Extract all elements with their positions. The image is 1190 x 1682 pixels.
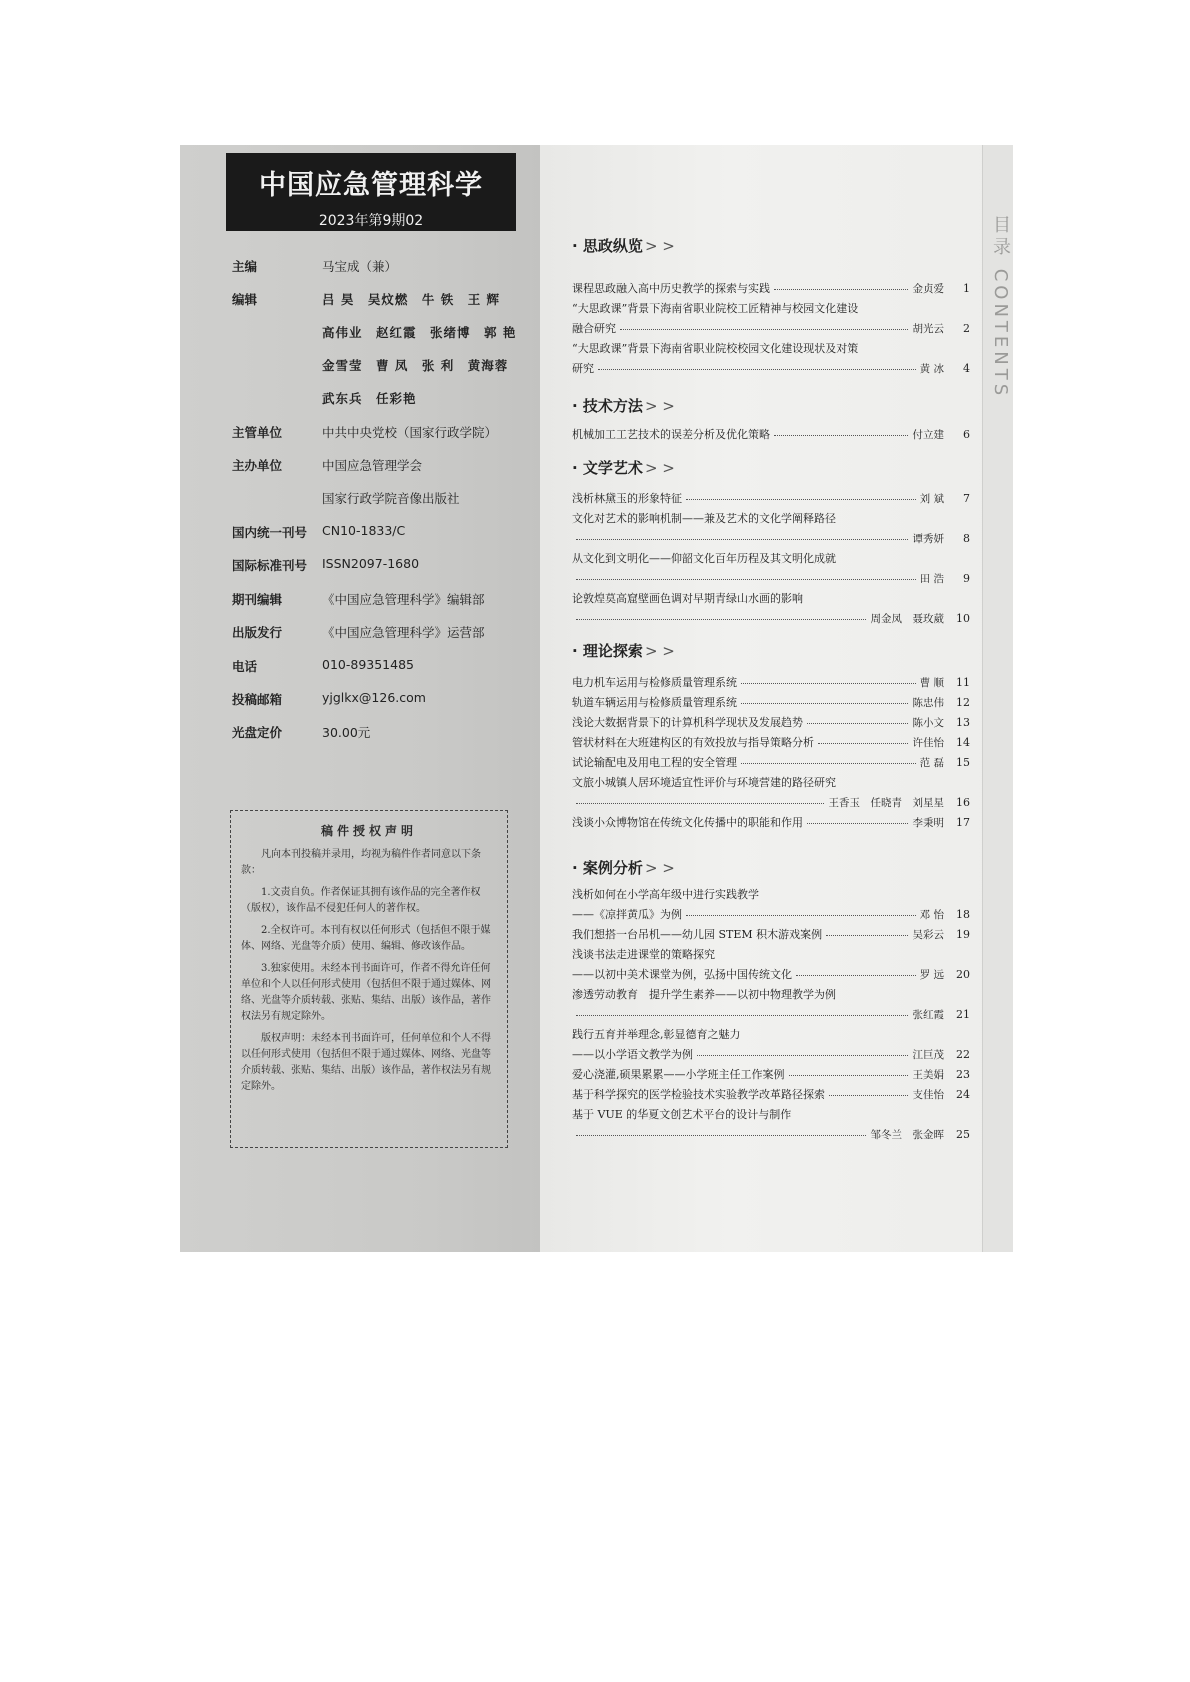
toc-entry[interactable] <box>572 755 970 771</box>
toc-leader-dots <box>576 1015 908 1016</box>
toc-entry-page: 24 <box>956 1088 970 1101</box>
toc-leader-dots <box>741 703 908 704</box>
phone-number: 010-89351485 <box>322 657 414 672</box>
chief-editor: 马宝成（兼） <box>322 259 398 274</box>
toc-entry-title: 我们想搭一台吊机——幼儿园 STEM 积木游戏案例 <box>572 928 823 941</box>
supervisor: 中共中央党校（国家行政学院） <box>322 425 498 440</box>
toc-entry[interactable] <box>572 795 970 811</box>
toc-entry-author: 刘 斌 <box>919 493 944 505</box>
toc-entry[interactable] <box>572 907 970 923</box>
toc-leader-dots <box>774 435 908 436</box>
toc-leader-dots <box>741 683 916 684</box>
toc-entry-title: ——《凉拌黄瓜》为例 <box>572 908 682 921</box>
toc-entry-author: 范 磊 <box>919 757 944 769</box>
phone-label: 电话 <box>232 659 258 674</box>
sponsor-label: 主办单位 <box>232 458 283 473</box>
notice-paragraph: 3.独家使用。未经本刊书面许可，作者不得允许任何单位和个人以任何形式使用（包括但不限于通过媒体、网络、光盘等介质转载、张贴、集结、出版）该作品，著作权法另有规定除外。 <box>241 963 491 1022</box>
toc-leader-dots <box>807 823 908 824</box>
section-bullet: · <box>572 459 583 477</box>
editor-names-line: 高伟业 赵红霞 张绪博 郭 艳 <box>322 325 517 340</box>
toc-entry-page: 20 <box>956 968 970 981</box>
section-header <box>572 235 675 256</box>
toc-entry-page: 18 <box>956 908 970 921</box>
toc-entry-page: 21 <box>956 1008 970 1021</box>
sponsor-1: 中国应急管理学会 <box>322 458 423 473</box>
toc-entry-author: 许佳怡 <box>912 737 944 749</box>
toc-entry-page: 22 <box>956 1048 970 1061</box>
toc-entry-page: 14 <box>956 736 970 749</box>
cn-label: 国内统一刊号 <box>232 525 308 540</box>
toc-entry-title: 试论输配电及用电工程的安全管理 <box>572 756 737 769</box>
toc-leader-dots <box>796 975 916 976</box>
notice-paragraph: 凡向本刊投稿并录用，均视为稿件作者同意以下条款： <box>241 849 481 876</box>
toc-entry-page: 4 <box>963 362 970 375</box>
toc-entry-title: 渗透劳动教育 提升学生素养——以初中物理教学为例 <box>572 988 836 1001</box>
issn-label: 国际标准刊号 <box>232 558 308 573</box>
sponsor-2: 国家行政学院音像出版社 <box>322 491 460 506</box>
toc-entry[interactable] <box>572 815 970 831</box>
toc-leader-dots <box>774 289 908 290</box>
editor-names-line: 武东兵 任彩艳 <box>322 391 417 406</box>
toc-entry-page: 16 <box>956 796 970 809</box>
toc-leader-dots <box>686 499 916 500</box>
toc-entry-page: 6 <box>963 428 970 441</box>
toc-entry[interactable] <box>572 675 970 691</box>
price: 30.00元 <box>322 725 371 740</box>
scanned-page <box>180 145 1013 1252</box>
toc-entry-page: 17 <box>956 816 970 829</box>
toc-entry-page: 9 <box>963 572 970 585</box>
section-arrows: > > <box>644 237 675 255</box>
toc-entry-title: 电力机车运用与检修质量管理系统 <box>572 676 737 689</box>
section-bullet: · <box>572 642 583 660</box>
section-header <box>572 640 675 661</box>
toc-entry-author: 陈忠伟 <box>912 697 944 709</box>
toc-entry[interactable] <box>572 735 970 751</box>
toc-entry[interactable] <box>572 1067 970 1083</box>
toc-entry[interactable] <box>572 1127 970 1143</box>
toc-entry-page: 8 <box>963 532 970 545</box>
toc-entry-title: 浅析如何在小学高年级中进行实践教学 <box>572 888 759 901</box>
toc-entry-author: 付立建 <box>912 429 944 441</box>
toc-leader-dots <box>818 743 908 744</box>
toc-leader-dots <box>576 803 824 804</box>
toc-entry-title: 机械加工工艺技术的误差分析及优化策略 <box>572 428 770 441</box>
toc-leader-dots <box>741 763 916 764</box>
contents-sidebar <box>982 145 1013 1252</box>
chief-editor-label: 主编 <box>232 259 258 274</box>
toc-entry-title: 践行五育并举理念,彰显德育之魅力 <box>572 1028 741 1041</box>
toc-entry-page: 15 <box>956 756 970 769</box>
section-name: 案例分析 <box>582 859 643 877</box>
toc-entry-title: 论敦煌莫高窟壁画色调对早期青绿山水画的影响 <box>572 592 803 605</box>
toc-entry[interactable] <box>572 775 970 791</box>
toc-entry[interactable] <box>572 427 970 443</box>
toc-entry-title: 文旅小城镇人居环境适宜性评价与环境营建的路径研究 <box>572 776 836 789</box>
toc-leader-dots <box>576 579 916 580</box>
notice-paragraph: 2.全权许可。本刊有权以任何形式（包括但不限于媒体、网络、光盘等介质）使用、编辑、修改该作品。 <box>241 925 491 952</box>
section-arrows: > > <box>644 459 675 477</box>
toc-leader-dots <box>620 329 908 330</box>
toc-leader-dots <box>697 1055 908 1056</box>
toc-entry-author: 王美娟 <box>912 1069 944 1081</box>
toc-entry-author: 曹 顺 <box>919 677 944 689</box>
toc-entry-author: 邹冬兰 张金晖 <box>870 1129 944 1141</box>
toc-entry-title: 浅谈书法走进课堂的策略探究 <box>572 948 715 961</box>
toc-entry-author: 吴彩云 <box>912 929 944 941</box>
toc-leader-dots <box>789 1075 908 1076</box>
toc-leader-dots <box>686 915 916 916</box>
toc-entry-title: 浅论大数据背景下的计算机科学现状及发展趋势 <box>572 716 803 729</box>
toc-entry-title: 课程思政融入高中历史教学的探索与实践 <box>572 282 770 295</box>
toc-leader-dots <box>829 1095 908 1096</box>
toc-entry[interactable] <box>572 1087 970 1103</box>
toc-entry[interactable] <box>572 695 970 711</box>
toc-entry[interactable] <box>572 987 970 1003</box>
toc-entry-author: 金贞爱 <box>912 283 944 295</box>
toc-leader-dots <box>826 935 908 936</box>
masthead <box>226 153 516 231</box>
publishing-label: 出版发行 <box>232 625 283 640</box>
toc-entry[interactable] <box>572 301 970 317</box>
toc-leader-dots <box>576 539 908 540</box>
toc-entry[interactable] <box>572 511 970 527</box>
toc-entry-author: 周金凤 聂玫葳 <box>870 613 944 625</box>
email-label: 投稿邮箱 <box>232 692 283 707</box>
section-header <box>572 457 675 478</box>
toc-entry[interactable] <box>572 1027 970 1043</box>
editing-label: 期刊编辑 <box>232 592 283 607</box>
supervisor-label: 主管单位 <box>232 425 283 440</box>
cn-number: CN10-1833/C <box>322 523 406 538</box>
toc-entry-author: 田 浩 <box>919 573 944 585</box>
issn-number: ISSN2097-1680 <box>322 556 420 571</box>
toc-entry-author: 黄 冰 <box>919 363 944 375</box>
section-name: 文学艺术 <box>582 459 643 477</box>
toc-entry[interactable] <box>572 947 970 963</box>
toc-entry[interactable] <box>572 1047 970 1063</box>
toc-entry-page: 25 <box>956 1128 970 1141</box>
toc-entry[interactable] <box>572 1107 970 1123</box>
toc-entry[interactable] <box>572 611 970 627</box>
toc-entry[interactable] <box>572 281 970 297</box>
editor-names-line: 吕 昊 吴炆燃 牛 铁 王 辉 <box>322 292 501 307</box>
toc-leader-dots <box>807 723 908 724</box>
toc-entry-title: “大思政课”背景下海南省职业院校工匠精神与校园文化建设 <box>572 302 859 315</box>
toc-entry[interactable] <box>572 927 970 943</box>
toc-entry[interactable] <box>572 571 970 587</box>
toc-entry[interactable] <box>572 321 970 337</box>
toc-entry-title: 文化对艺术的影响机制——兼及艺术的文化学阐释路径 <box>572 512 836 525</box>
section-arrows: > > <box>644 859 675 877</box>
toc-entry-author: 罗 远 <box>919 969 944 981</box>
toc-entry-author: 胡光云 <box>912 323 944 335</box>
toc-entry[interactable] <box>572 551 970 567</box>
toc-entry-title: 从文化到文明化——仰韶文化百年历程及其文明化成就 <box>572 552 836 565</box>
toc-entry-page: 23 <box>956 1068 970 1081</box>
section-arrows: > > <box>644 397 675 415</box>
toc-entry[interactable] <box>572 361 970 377</box>
toc-entry[interactable] <box>572 715 970 731</box>
toc-entry-author: 陈小文 <box>912 717 944 729</box>
toc-entry-page: 19 <box>956 928 970 941</box>
issue-number: 2023年第9期02 <box>318 213 424 229</box>
toc-entry[interactable] <box>572 591 970 607</box>
toc-entry-page: 7 <box>963 492 970 505</box>
toc-entry-author: 谭秀妍 <box>912 533 944 545</box>
section-bullet: · <box>572 859 583 877</box>
toc-entry-author: 张红霞 <box>912 1009 944 1021</box>
contents-label: 目录 CONTENTS <box>990 215 1011 400</box>
toc-entry-page: 11 <box>956 676 970 689</box>
toc-entry-title: ——以小学语文教学为例 <box>572 1048 693 1061</box>
toc-entry-page: 13 <box>956 716 970 729</box>
section-bullet: · <box>572 397 583 415</box>
toc-entry-title: “大思政课”背景下海南省职业院校校园文化建设现状及对策 <box>572 342 859 355</box>
toc-entry-page: 12 <box>956 696 970 709</box>
toc-entry-title: 研究 <box>572 362 594 375</box>
toc-entry-author: 江巨茂 <box>912 1049 944 1061</box>
toc-entry-author: 邓 怡 <box>919 909 944 921</box>
toc-entry-title: 浅析林黛玉的形象特征 <box>572 492 682 505</box>
copyright-notice <box>230 810 508 1148</box>
toc-entry[interactable] <box>572 491 970 507</box>
toc-entry[interactable] <box>572 887 970 903</box>
journal-title: 中国应急管理科学 <box>259 170 483 201</box>
section-name: 技术方法 <box>582 397 643 415</box>
toc-leader-dots <box>598 369 916 370</box>
section-arrows: > > <box>644 642 675 660</box>
editors-label: 编辑 <box>232 292 258 307</box>
toc-entry-title: 轨道车辆运用与检修质量管理系统 <box>572 696 737 709</box>
email-address: yjglkx@126.com <box>322 690 426 705</box>
toc-leader-dots <box>576 619 866 620</box>
toc-leader-dots <box>576 1135 866 1136</box>
editing-dept: 《中国应急管理科学》编辑部 <box>322 592 485 607</box>
toc-entry-title: 爱心浇灌,硕果累累——小学班主任工作案例 <box>572 1068 785 1081</box>
toc-entry-title: 基于 VUE 的华夏文创艺术平台的设计与制作 <box>572 1108 792 1121</box>
toc-entry[interactable] <box>572 1007 970 1023</box>
notice-paragraph: 1.文责自负。作者保证其拥有该作品的完全著作权（版权），该作品不侵犯任何人的著作权。 <box>241 887 481 914</box>
toc-entry-title: 浅谈小众博物馆在传统文化传播中的职能和作用 <box>572 816 803 829</box>
toc-entry-title: 管状材料在大班建构区的有效投放与指导策略分析 <box>572 736 814 749</box>
toc-entry[interactable] <box>572 341 970 357</box>
section-header <box>572 857 675 878</box>
section-bullet: · <box>572 237 583 255</box>
toc-entry-author: 李秉明 <box>912 817 944 829</box>
notice-paragraph: 版权声明：未经本刊书面许可，任何单位和个人不得以任何形式使用（包括但不限于通过媒体、网络、光盘等介质转载、张贴、集结、出版）该作品，著作权法另有规定除外。 <box>241 1033 491 1092</box>
left-column <box>180 145 540 1252</box>
toc-entry-page: 1 <box>963 282 970 295</box>
editor-names-line: 金雪莹 曹 凤 张 利 黄海蓉 <box>322 358 509 373</box>
toc-entry-author: 支佳怡 <box>912 1089 944 1101</box>
toc-entry-title: 基于科学探究的医学检验技术实验教学改革路径探索 <box>572 1088 825 1101</box>
toc-entry[interactable] <box>572 967 970 983</box>
publishing-dept: 《中国应急管理科学》运营部 <box>322 625 485 640</box>
toc-entry-title: 融合研究 <box>572 322 616 335</box>
section-name: 思政纵览 <box>582 237 643 255</box>
toc-entry-page: 2 <box>963 322 970 335</box>
toc-entry-page: 10 <box>956 612 970 625</box>
section-header <box>572 395 675 416</box>
price-label: 光盘定价 <box>232 725 283 740</box>
toc-entry[interactable] <box>572 531 970 547</box>
toc-entry-author: 王香玉 任晓青 刘星星 <box>828 797 944 809</box>
notice-title: 稿件授权声明 <box>320 824 417 838</box>
toc-entry-title: ——以初中美术课堂为例，弘扬中国传统文化 <box>572 968 792 981</box>
section-name: 理论探索 <box>582 642 643 660</box>
